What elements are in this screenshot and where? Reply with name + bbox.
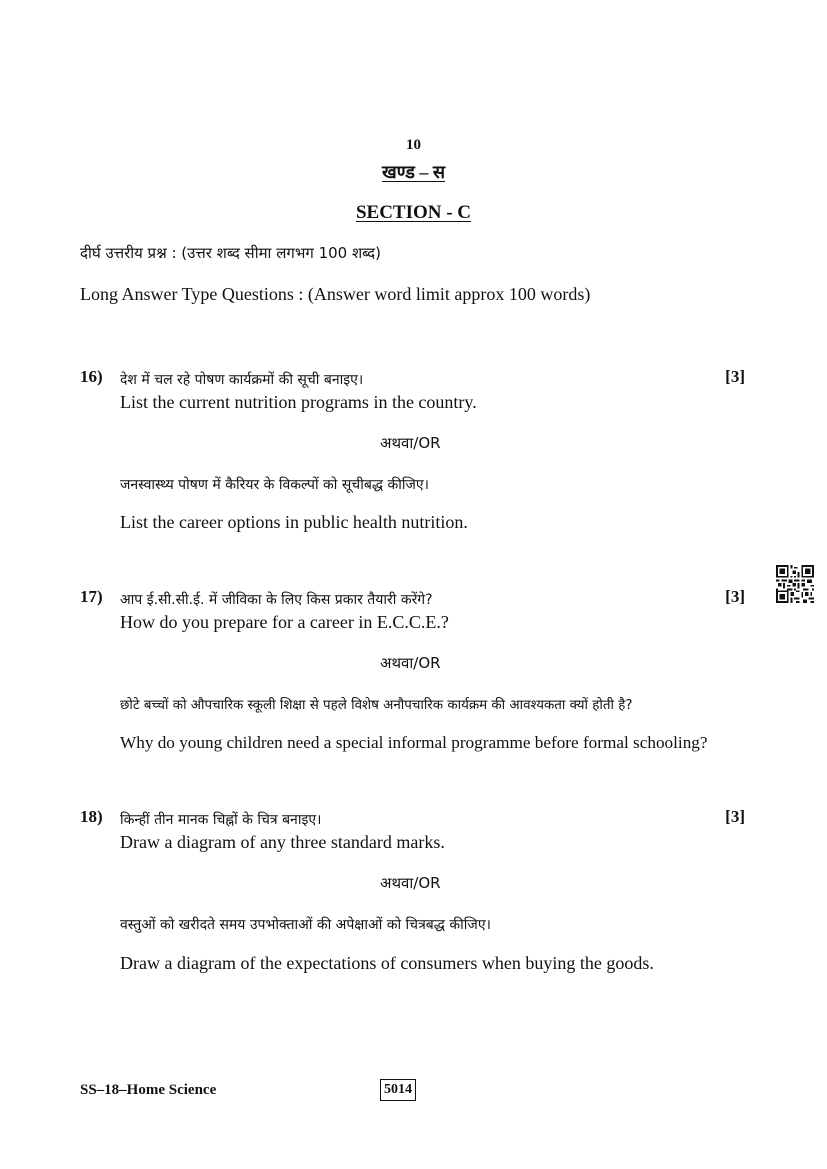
- or-label: अथवा/OR: [380, 874, 441, 892]
- alternative-hindi: वस्तुओं को खरीदते समय उपभोक्ताओं की अपेक्षाओं को चित्रबद्ध कीजिए।: [120, 917, 491, 933]
- or-label: अथवा/OR: [380, 654, 441, 672]
- qr-code-icon: [776, 565, 814, 603]
- question-number: 16): [80, 367, 103, 386]
- alternative-english: Draw a diagram of the expectations of consumers when buying the goods.: [120, 953, 654, 973]
- footer-subject: SS–18–Home Science: [80, 1082, 217, 1098]
- section-title-hindi: खण्ड – स: [381, 162, 446, 182]
- alternative-english: List the career options in public health nutrition.: [120, 512, 468, 532]
- or-label: अथवा/OR: [380, 434, 441, 452]
- instruction-english: Long Answer Type Questions : (Answer word limit approx 100 words): [80, 284, 591, 304]
- alternative-hindi: जनस्वास्थ्य पोषण में कैरियर के विकल्पों को सूचीबद्ध कीजिए।: [120, 477, 429, 493]
- question-marks: [3]: [725, 367, 745, 386]
- question-english: How do you prepare for a career in E.C.C.E.?: [120, 612, 449, 632]
- question-hindi: देश में चल रहे पोषण कार्यक्रमों की सूची बनाइए।: [120, 372, 364, 388]
- question-hindi: किन्हीं तीन मानक चिह्नों के चित्र बनाइए।: [120, 812, 322, 828]
- question-number: 17): [80, 587, 103, 606]
- question-hindi: आप ई.सी.सी.ई. में जीविका के लिए किस प्रकार तैयारी करेंगे?: [120, 592, 433, 608]
- question-english: List the current nutrition programs in the country.: [120, 392, 477, 412]
- alternative-hindi: छोटे बच्चों को औपचारिक स्कूली शिक्षा से पहले विशेष अनौपचारिक कार्यक्रम की आवश्यकता क्यों होती है?: [120, 698, 633, 713]
- question-english: Draw a diagram of any three standard marks.: [120, 832, 445, 852]
- section-title-english: SECTION - C: [355, 202, 472, 223]
- page-number: 10: [406, 137, 421, 153]
- question-number: 18): [80, 807, 103, 826]
- paper-code: 5014: [380, 1079, 416, 1101]
- alternative-english: Why do young children need a special informal programme before formal schooling?: [120, 733, 708, 752]
- instruction-hindi: दीर्घ उत्तरीय प्रश्न : (उत्तर शब्द सीमा लगभग 100 शब्द): [80, 244, 381, 262]
- question-marks: [3]: [725, 587, 745, 606]
- question-marks: [3]: [725, 807, 745, 826]
